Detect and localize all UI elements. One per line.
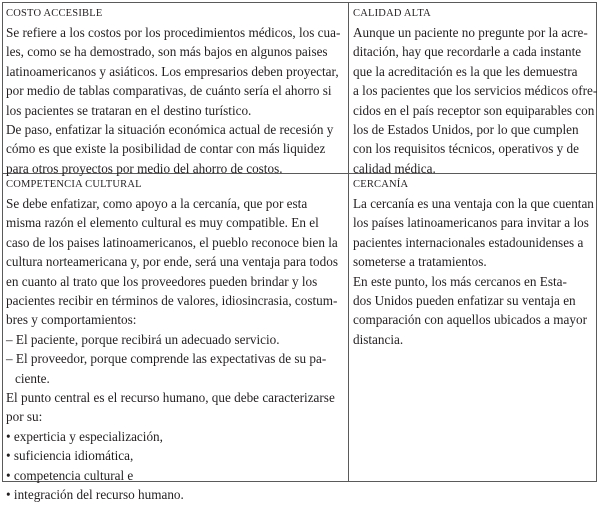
cell-heading: CALIDAD ALTA	[353, 8, 431, 19]
text-line: ditación, hay que recordarle a cada instante	[353, 44, 582, 60]
text-line: los de Estados Unidos, por lo que cumplen	[353, 122, 579, 138]
text-line: • competencia cultural e	[6, 467, 134, 483]
text-line: En este punto, los más cercanos en Esta-	[353, 273, 567, 289]
text-line: con los requisitos técnicos, operativos y de	[353, 141, 579, 157]
cell-costo-accesible	[2, 4, 344, 178]
text-line: que la acreditación es la que les demuestra	[353, 63, 578, 79]
text-line: cidos en el país receptor son equiparables con	[353, 102, 595, 118]
text-line: a los pacientes que los servicios médicos ofre-	[353, 83, 598, 99]
text-line: pacientes internacionales estadounidenses a	[353, 234, 584, 250]
text-line: comparación con aquellos ubicados a mayor	[353, 312, 587, 328]
text-line: en cuanto al trato que los proveedores pueden brindar y los	[6, 273, 318, 289]
text-line: – El proveedor, porque comprende las expectativas de su pa-	[6, 351, 327, 367]
text-line: • suficiencia idiomática,	[6, 448, 134, 464]
text-line: les, como se ha demostrado, son más bajos en algunos paises	[6, 44, 328, 60]
text-line: cómo es que existe la posibilidad de contar con más liquidez	[6, 141, 326, 157]
cell-calidad-alta	[349, 4, 598, 178]
text-line: misma razón el elemento cultural es muy compatible. En el	[6, 215, 319, 231]
cell-heading: COMPETENCIA CULTURAL	[6, 179, 142, 190]
text-line: Se refiere a los costos por los procedimientos médicos, los cua-	[6, 25, 341, 40]
text-line: Se debe enfatizar, como apoyo a la cercanía, que por esta	[6, 196, 308, 211]
text-line: • experticia y especialización,	[6, 428, 163, 444]
text-line: cultura norteamericana y, por ende, será una ventaja para todos	[6, 254, 338, 270]
text-line: calidad médica.	[353, 160, 436, 176]
text-line: bres y comportamientos:	[6, 312, 137, 328]
cell-heading: COSTO ACCESIBLE	[6, 8, 103, 19]
cell-cercania	[349, 175, 593, 349]
text-line: latinoamericanos y asiáticos. Los empresarios deben proyectar,	[6, 63, 339, 79]
text-line: Aunque un paciente no pregunte por la acre-	[353, 25, 588, 40]
text-line: • integración del recurso humano.	[6, 487, 184, 503]
text-line: – El paciente, porque recibirá un adecuado servicio.	[6, 331, 280, 347]
text-line: La cercanía es una ventaja con la que cuentan	[353, 196, 594, 211]
text-line: caso de los paises latinoamericanos, el pueblo reconoce bien la	[6, 234, 338, 250]
text-line: ciente.	[15, 370, 50, 386]
text-line: De paso, enfatizar la situación económica actual de recesión y	[6, 122, 334, 138]
cell-competencia-cultural	[2, 175, 344, 505]
text-line: para otros proyectos por medio del ahorro de costos.	[6, 160, 283, 176]
text-line: por su:	[6, 409, 43, 425]
text-line: los pacientes se trataran en el destino turístico.	[6, 102, 252, 118]
text-line: someterse a tratamientos.	[353, 254, 487, 270]
text-line: distancia.	[353, 331, 404, 347]
text-line: El punto central es el recurso humano, que debe caracterizarse	[6, 390, 335, 406]
text-line: los países latinoamericanos para invitar a los	[353, 215, 589, 231]
text-line: dos Unidos pueden enfatizar su ventaja en	[353, 293, 576, 309]
text-line: por medio de tablas comparativas, de cuánto sería el ahorro si	[6, 83, 332, 99]
text-line: pacientes recibir en términos de valores, idiosincrasia, costum-	[6, 293, 338, 309]
cell-heading: CERCANÍA	[353, 179, 409, 190]
